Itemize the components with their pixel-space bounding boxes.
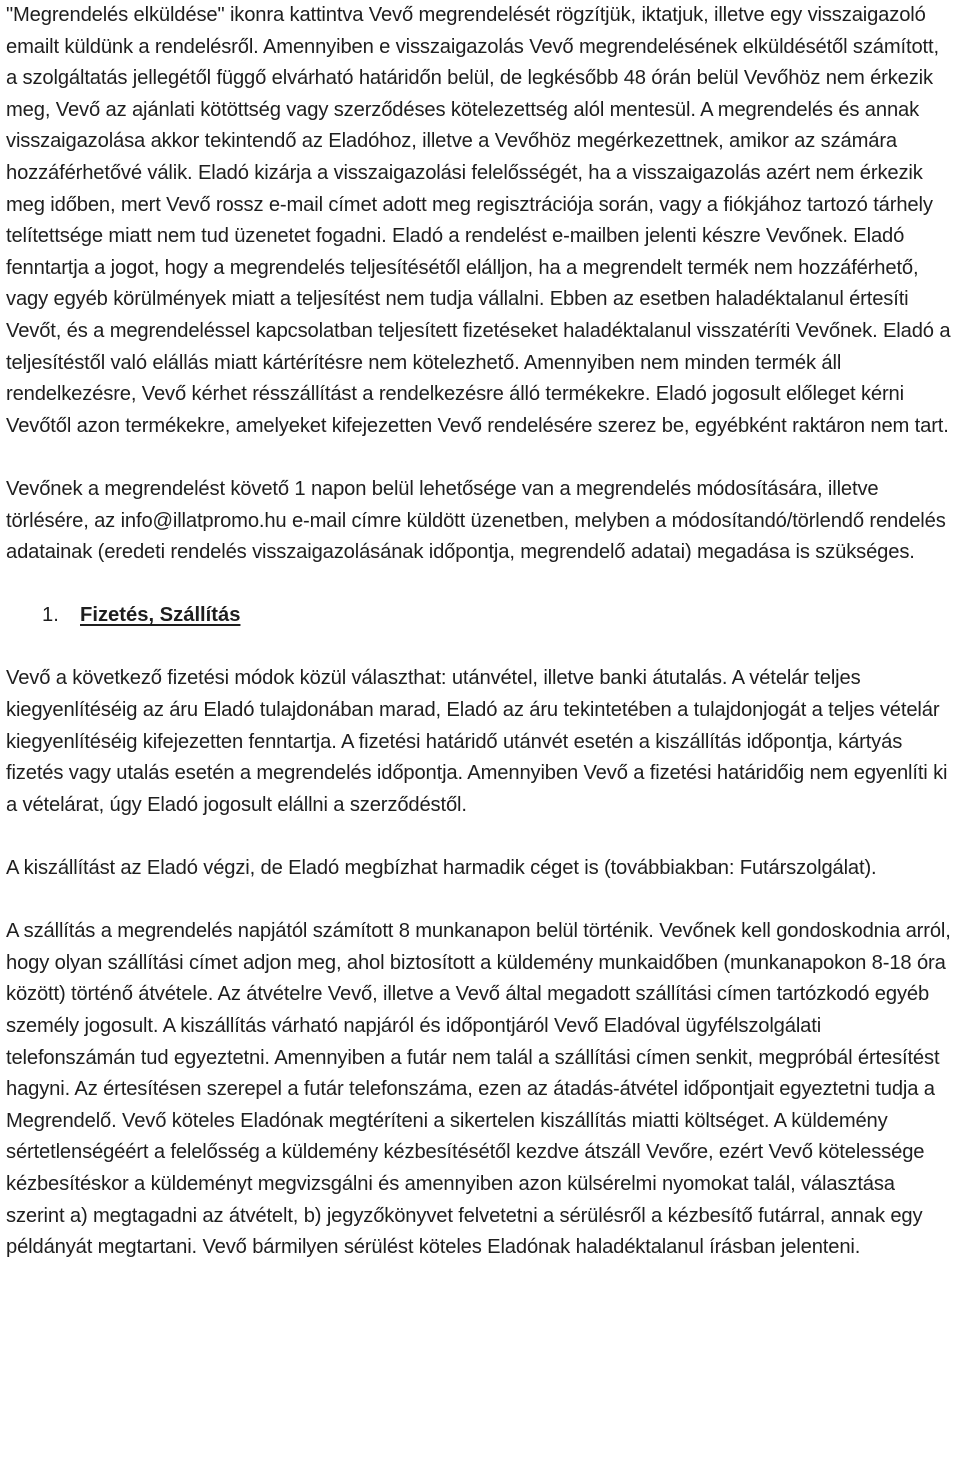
section-heading (6, 600, 952, 632)
paragraph-delivery-terms: A szállítás a megrendelés napjától számított 8 munkanapon belül történik. Vevőnek kell gondoskodnia arról, hogy olyan szállítási címet adjon meg, ahol biztosított a küldemény munkaidőben (munkanapokon 8-18 óra között) történő átvétele. Az átvételre Vevő, illetve a Vevő által megadott szállítási címen tartózkodó egyéb személy jogosult. A kiszállítás várható napjáról és időpontjáról Vevő Eladóval ügyfélszolgálati telefonszámán tud egyeztetni. Amennyiben a futár nem talál a szállítási címen senkit, megpróbál értesítést hagyni. Az értesítésen szerepel a futár telefonszáma, ezen az átadás-átvétel időpontjait egyeztetni tudja a Megrendelő. Vevő köteles Eladónak megtéríteni a sikertelen kiszállítás miatti költséget. A küldemény sértetlenségéért a felelősség a küldemény kézbesítésétől kezdve átszáll Vevőre, ezért Vevő kötelessége kézbesítéskor a küldeményt megvizsgálni és amennyiben azon külsérelmi nyomokat talál, választása szerint a) megtagadni az átvételt, b) jegyzőkönyvet felvetetni a sérülésről a kézbesítő futárral, annak egy példányát megtartani. Vevő bármilyen sérülést köteles Eladónak haladéktalanul írásban jelenteni. (6, 920, 951, 1259)
section-number: 1. (42, 604, 59, 627)
paragraph-order-modification: Vevőnek a megrendelést követő 1 napon belül lehetősége van a megrendelés módosítására, illetve törlésére, az info@illatpromo.hu e-mail címre küldött üzenetben, melyben a módosítandó/törlendő rendelés adatainak (eredeti rendelés visszaigazolásának időpontja, megrendelő adatai) megadása is szükséges. (6, 477, 946, 564)
section-title: Fizetés, Szállítás (80, 604, 241, 627)
paragraph-spacer (6, 821, 952, 853)
paragraph-spacer (6, 885, 952, 917)
paragraph-spacer (6, 632, 952, 664)
paragraph-order-confirmation: "Megrendelés elküldése" ikonra kattintva Vevő megrendelését rögzítjük, iktatjuk, illetve egy visszaigazoló emailt küldünk a rendelésről. Amennyiben e visszaigazolás Vevő megrendelésének elküldésétől számított, a szolgáltatás jellegétől függő elvárható határidőn belül, de legkésőbb 48 órán belül Vevőhöz nem érkezik meg, Vevő az ajánlati kötöttség vagy szerződéses kötelezettség alól mentesül. A megrendelés és annak visszaigazolása akkor tekintendő az Eladóhoz, illetve a Vevőhöz megérkezettnek, amikor az számára hozzáférhetővé válik. Eladó kizárja a visszaigazolási felelősségét, ha a visszaigazolás azért nem érkezik meg időben, mert Vevő rossz e-mail címet adott meg regisztrációja során, vagy a fiókjához tartozó tárhely telítettsége miatt nem tud üzenetet fogadni. Eladó a rendelést e-mailben jelenti készre Vevőnek. Eladó fenntartja a jogot, hogy a megrendelés teljesítésétől elálljon, ha a megrendelt termék nem hozzáférhető, vagy egyéb körülmények miatt a teljesítést nem tudja vállalni. Ebben az esetben haladéktalanul értesíti Vevőt, és a megrendeléssel kapcsolatban teljesített fizetéseket haladéktalanul visszatéríti Vevőnek. Eladó a teljesítéstől való elállás miatt kártérítésre nem kötelezhető. Amennyiben nem minden termék áll rendelkezésre, Vevő kérhet résszállítást a rendelkezésre álló termékekre. Eladó jogosult előleget kérni Vevőtől azon termékekre, amelyeket kifejezetten Vevő rendelésére szerez be, egyébként raktáron nem tart. (6, 4, 951, 437)
paragraph-delivery-courier: A kiszállítást az Eladó végzi, de Eladó megbízhat harmadik céget is (továbbiakban: Futárszolgálat). (6, 857, 877, 880)
paragraph-spacer (6, 442, 952, 474)
paragraph-spacer (6, 569, 952, 601)
paragraph-payment-methods: Vevő a következő fizetési módok közül választhat: utánvétel, illetve banki átutalás. A vételár teljes kiegyenlítéséig az áru Eladó tulajdonában marad, Eladó az áru tekintetében a tulajdonjogát a teljes vételár kiegyenlítéséig kifejezetten fenntartja. A fizetési határidő utánvét esetén a kiszállítás időpontja, kártyás fizetés vagy utalás esetén a megrendelés időpontja. Amennyiben Vevő a fizetési határidőig nem egyenlíti ki a vételárat, úgy Eladó jogosult elállni a szerződéstől. (6, 667, 948, 816)
